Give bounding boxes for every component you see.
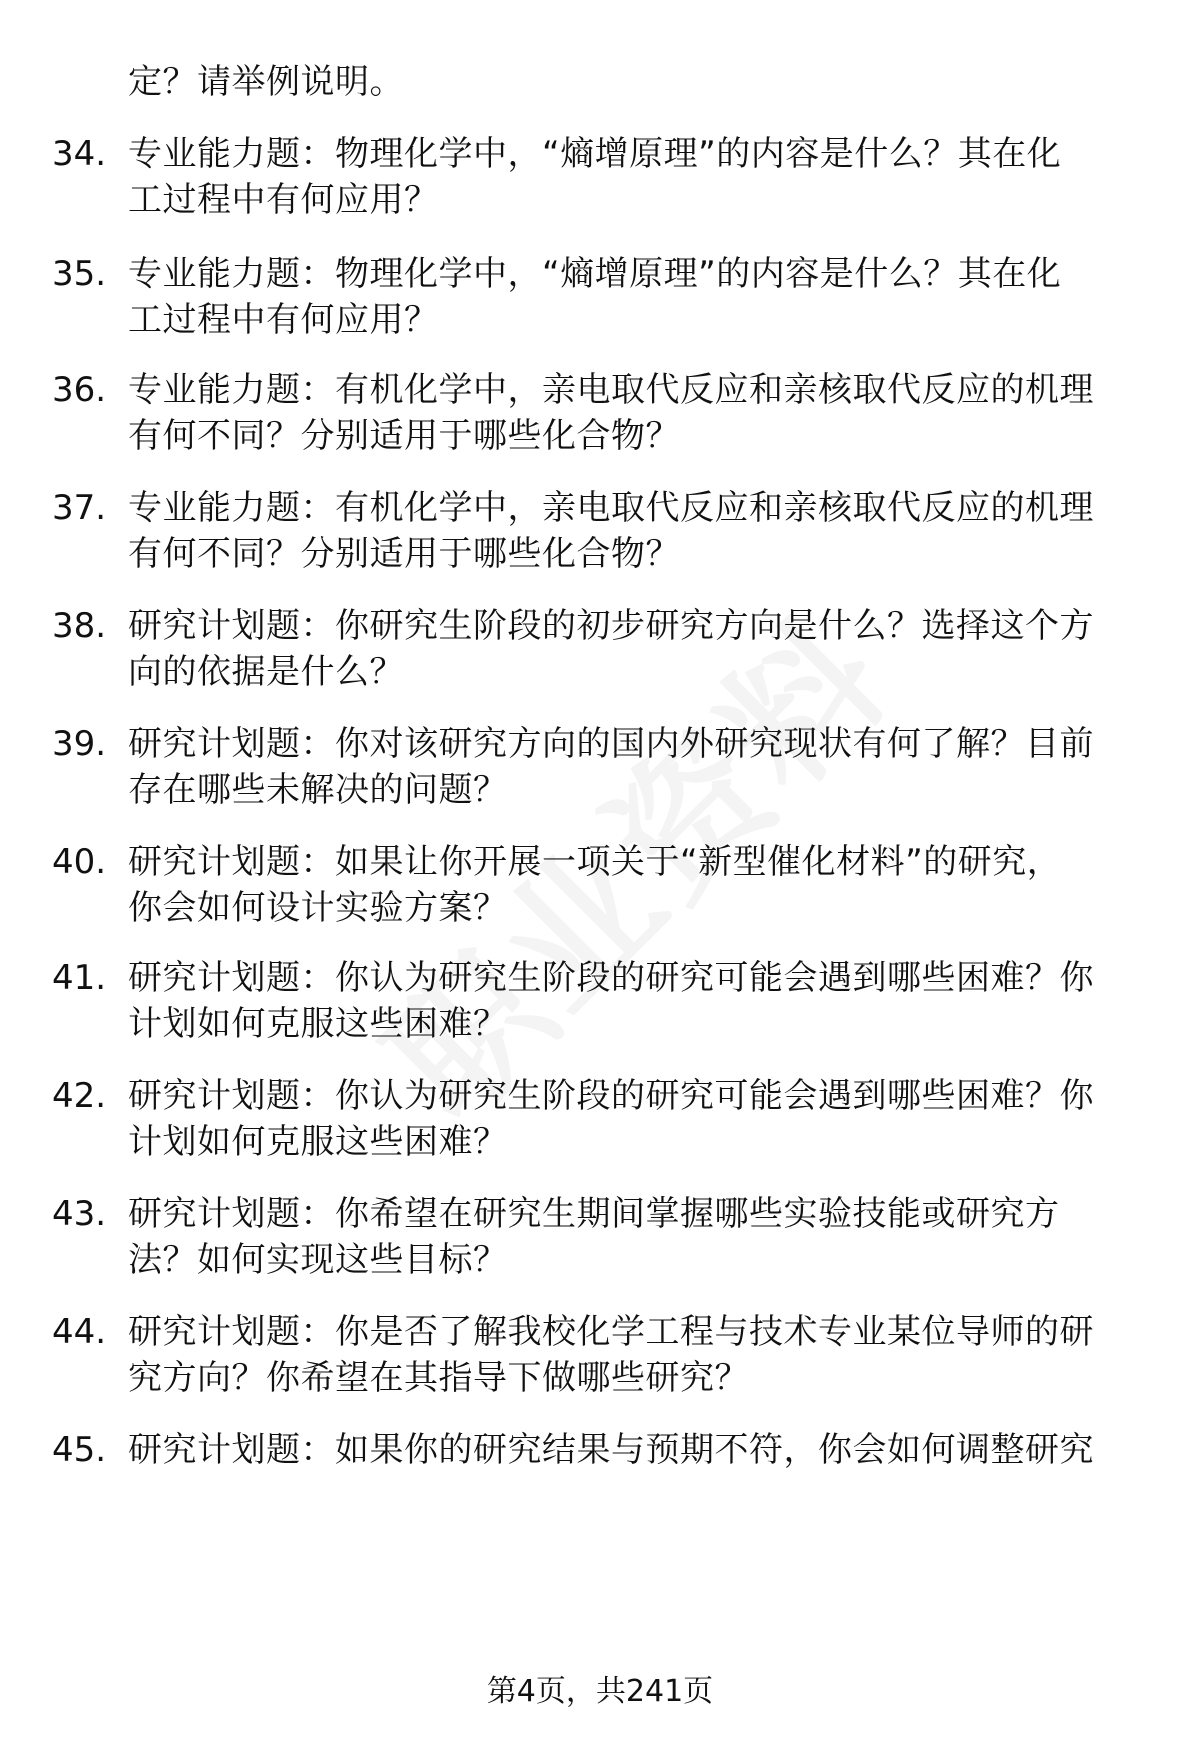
list-item <box>0 604 1200 704</box>
list-item <box>0 368 1200 468</box>
list-item <box>0 1428 1200 1528</box>
list-item <box>0 1074 1200 1174</box>
item-number: 35. <box>52 254 107 294</box>
item-text-line2: 工过程中有何应用？ <box>128 180 439 220</box>
item-text-line1: 专业能力题：物理化学中，“熵增原理”的内容是什么？其在化 <box>128 134 1062 174</box>
list-item <box>0 1192 1200 1292</box>
list-item <box>0 722 1200 822</box>
list-item <box>0 132 1200 232</box>
item-text-line1: 专业能力题：有机化学中，亲电取代反应和亲核取代反应的机理 <box>128 488 1094 528</box>
item-text-line1: 专业能力题：有机化学中，亲电取代反应和亲核取代反应的机理 <box>128 370 1094 410</box>
list-item <box>0 1310 1200 1410</box>
item-text-line1: 研究计划题：你希望在研究生期间掌握哪些实验技能或研究方 <box>128 1194 1060 1234</box>
item-text-line1: 专业能力题：物理化学中，“熵增原理”的内容是什么？其在化 <box>128 254 1062 294</box>
list-item <box>0 840 1200 940</box>
item-text-line2: 究方向？你希望在其指导下做哪些研究？ <box>128 1358 749 1398</box>
item-text-line2: 计划如何克服这些困难？ <box>128 1122 508 1162</box>
item-number: 42. <box>52 1076 107 1116</box>
item-text-line2: 计划如何克服这些困难？ <box>128 1004 508 1044</box>
item-text-line1: 研究计划题：如果让你开展一项关于“新型催化材料”的研究， <box>128 842 1062 882</box>
item-text-line2: 法？如何实现这些目标？ <box>128 1240 508 1280</box>
item-text-line2: 工过程中有何应用？ <box>128 300 439 340</box>
item-text-line1: 研究计划题：你认为研究生阶段的研究可能会遇到哪些困难？你 <box>128 958 1094 998</box>
item-number: 44. <box>52 1312 107 1352</box>
item-number: 38. <box>52 606 107 646</box>
item-text-line1: 研究计划题：如果你的研究结果与预期不符，你会如何调整研究 <box>128 1430 1094 1470</box>
item-text-line2: 有何不同？分别适用于哪些化合物？ <box>128 416 680 456</box>
item-number: 36. <box>52 370 107 410</box>
item-text-line2: 存在哪些未解决的问题？ <box>128 770 508 810</box>
item-text-line2: 你会如何设计实验方案？ <box>128 888 508 928</box>
list-item <box>0 252 1200 352</box>
item-number: 43. <box>52 1194 107 1234</box>
item-text-line1: 研究计划题：你认为研究生阶段的研究可能会遇到哪些困难？你 <box>128 1076 1094 1116</box>
item-number: 34. <box>52 134 107 174</box>
item-text-line1: 研究计划题：你研究生阶段的初步研究方向是什么？选择这个方 <box>128 606 1094 646</box>
item-number: 41. <box>52 958 107 998</box>
item-text-line2: 有何不同？分别适用于哪些化合物？ <box>128 534 680 574</box>
item-number: 45. <box>52 1430 107 1470</box>
item-number: 39. <box>52 724 107 764</box>
page-footer: 第4页，共241页 <box>486 1674 714 1709</box>
item-number: 37. <box>52 488 107 528</box>
item-text-line1: 研究计划题：你是否了解我校化学工程与技术专业某位导师的研 <box>128 1312 1094 1352</box>
list-item <box>0 486 1200 586</box>
list-item <box>0 956 1200 1056</box>
continuation-text: 定？请举例说明。 <box>128 62 404 102</box>
item-text-line2: 向的依据是什么？ <box>128 652 404 692</box>
item-text-line1: 研究计划题：你对该研究方向的国内外研究现状有何了解？目前 <box>128 724 1094 764</box>
item-number: 40. <box>52 842 107 882</box>
